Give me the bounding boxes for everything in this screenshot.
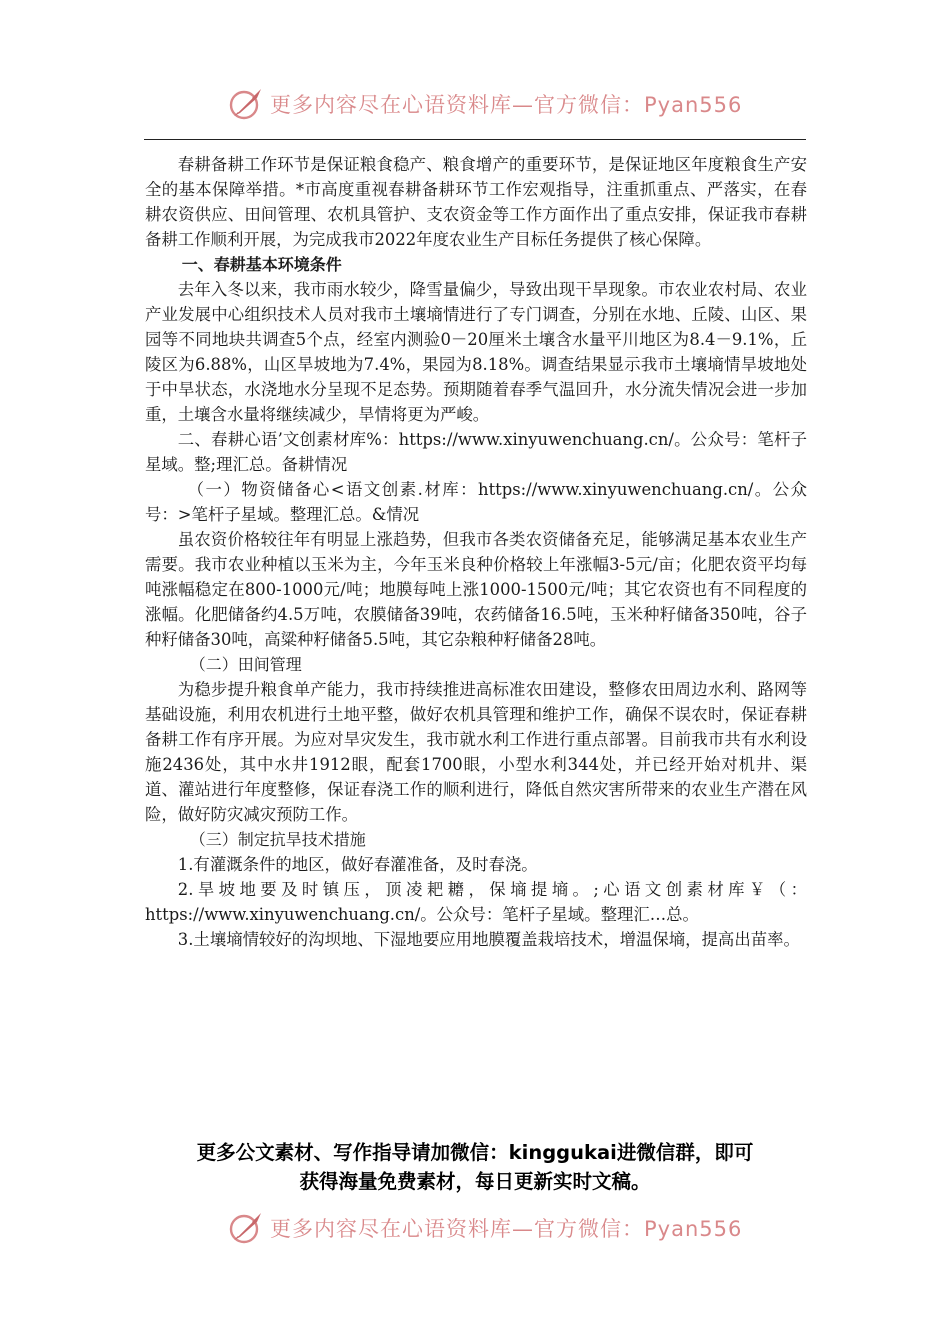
header-divider	[144, 139, 806, 140]
document-body	[145, 152, 807, 952]
footer-banner	[228, 1208, 748, 1248]
quill-logo-icon	[228, 1210, 264, 1246]
header-banner-text: 更多内容尽在心语资料库—官方微信：Pyan556	[270, 93, 743, 117]
subsection-heading-field-management: （二）田间管理	[189, 655, 302, 674]
footer-call-to-action	[120, 1138, 830, 1196]
intro-paragraph: 春耕备耕工作环节是保证粮食稳产、粮食增产的重要环节，是保证地区年度粮食生产安全的基本保障举措。*市高度重视春耕备耕环节工作宏观指导，注重抓重点、严落实，在春耕农资供应、田间管理、农机具管护、支农资金等工作方面作出了重点安排，保证我市春耕备耕工作顺利开展，为完成我市2022年度农业生产目标任务提供了核心保障。	[145, 155, 807, 249]
footer-cta-line-2: 获得海量免费素材，每日更新实时文稿。	[299, 1170, 651, 1193]
field-management-paragraph: 为稳步提升粮食单产能力，我市持续推进高标准农田建设，整修农田周边水利、路网等基础设施，利用农机进行土地平整，做好农机具管理和维护工作，确保不误农时，保证春耕备耕工作有序开展。为应对旱灾发生，我市就水利工作进行重点部署。目前我市共有水利设施2436处，其中水井1912眼，配套1700眼，小型水利344处，并已经开始对机井、渠道、灌站进行年度整修，保证春浇工作的顺利进行，降低自然灾害所带来的农业生产潜在风险，做好防灾减灾预防工作。	[145, 680, 807, 824]
measure-item-3: 3.土壤墒情较好的沟坝地、下湿地要应用地膜覆盖栽培技术，增温保墒，提高出苗率。	[177, 930, 800, 949]
footer-banner-text: 更多内容尽在心语资料库—官方微信：Pyan556	[270, 1217, 743, 1241]
quill-logo-icon	[228, 86, 264, 122]
header-banner	[228, 84, 748, 124]
subsection-heading-drought-measures: （三）制定抗旱技术措施	[189, 830, 366, 849]
environment-paragraph: 去年入冬以来，我市雨水较少，降雪量偏少，导致出现干旱现象。市农业农村局、农业产业发展中心组织技术人员对我市土壤墒情进行了专门调查，分别在水地、丘陵、山区、果园等不同地块共调查5个点，经室内测验0－20厘米土壤含水量平川地区为8.4－9.1%，丘陵区为6.88%，山区旱坡地为7.4%，果园为8.18%。调查结果显示我市土壤墒情旱坡地处于中旱状态，水浇地水分呈现不足态势。预期随着春季气温回升，水分流失情况会进一步加重，土壤含水量将继续减少，旱情将更为严峻。	[145, 280, 807, 424]
supplies-paragraph: 虽农资价格较往年有明显上涨趋势，但我市各类农资储备充足，能够满足基本农业生产需要。我市农业种植以玉米为主，今年玉米良种价格较上年涨幅3-5元/亩；化肥农资平均每吨涨幅稳定在800-1000元/吨；地膜每吨上涨1000-1500元/吨；其它农资也有不同程度的涨幅。化肥储备约4.5万吨，农膜储备39吨，农药储备16.5吨，玉米种籽储备350吨，谷子种籽储备30吨，高粱种籽储备5.5吨，其它杂粮种籽储备28吨。	[145, 530, 807, 649]
subsection-heading-supplies: （一）物资储备心<语文创素.材库：https://www.xinyuwenchuang.cn/。公众号：>笔杆子星域。整理汇总。&情况	[145, 480, 807, 524]
section-heading-environment: 一、春耕基本环境条件	[181, 255, 342, 274]
measure-item-2: 2.旱坡地要及时镇压，顶凌耙耱，保墒提墒。;心语文创素材库￥（：https://www.xinyuwenchuang.cn/。公众号：笔杆子星域。整理汇…总。	[145, 880, 807, 924]
measure-item-1: 1.有灌溉条件的地区，做好春灌准备，及时春浇。	[177, 855, 538, 874]
footer-cta-line-1: 更多公文素材、写作指导请加微信：kinggukai进微信群，即可	[196, 1141, 754, 1164]
section-heading-preparation: 二、春耕心语’文创素材库%：https://www.xinyuwenchuang.cn/。公众号：笔杆子星域。整;理汇总。备耕情况	[145, 430, 807, 474]
